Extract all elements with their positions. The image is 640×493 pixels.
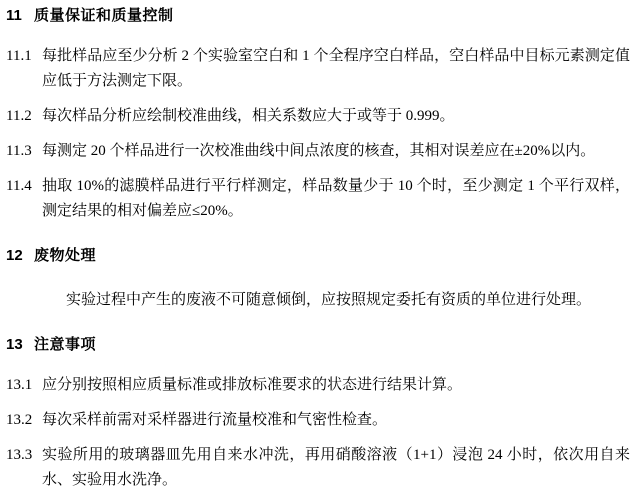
section-heading-11 — [0, 6, 640, 26]
clause-13-3 — [0, 443, 640, 493]
clause-text: 抽取 10%的滤膜样品进行平行样测定，样品数量少于 10 个时，至少测定 1 个平行双样，测定结果的相对偏差应≤20%。 — [42, 178, 630, 219]
clause-number: 11.1 — [6, 48, 32, 64]
section-title: 注意事项 — [34, 336, 97, 353]
clause-11-2 — [0, 104, 640, 129]
clause-text: 应分别按照相应质量标准或排放标准要求的状态进行结果计算。 — [42, 377, 463, 393]
clause-text: 实验所用的玻璃器皿先用自来水冲洗，再用硝酸溶液（1+1）浸泡 24 小时，依次用自来水、实验用水洗净。 — [42, 447, 630, 488]
clause-text: 每次样品分析应绘制校准曲线，相关系数应大于或等于 0.999。 — [42, 108, 455, 124]
clause-number: 11.4 — [6, 178, 32, 194]
section-title: 废物处理 — [34, 247, 97, 264]
section-number: 12 — [6, 247, 23, 264]
spacer — [0, 433, 640, 443]
clause-number: 13.3 — [6, 447, 33, 463]
clause-number: 11.3 — [6, 143, 32, 159]
spacer — [0, 129, 640, 139]
spacer — [0, 355, 640, 373]
section-heading-12 — [0, 246, 640, 266]
section-heading-13 — [0, 335, 640, 355]
spacer — [0, 266, 640, 288]
clause-number: 13.1 — [6, 377, 33, 393]
clause-11-3 — [0, 139, 640, 164]
section-title: 质量保证和质量控制 — [34, 7, 174, 24]
clause-number: 13.2 — [6, 412, 33, 428]
clause-11-1 — [0, 44, 640, 94]
spacer — [0, 224, 640, 246]
section-number: 13 — [6, 336, 23, 353]
clause-text: 每批样品应至少分析 2 个实验室空白和 1 个全程序空白样品，空白样品中目标元素测定值应低于方法测定下限。 — [42, 48, 630, 89]
section-number: 11 — [6, 7, 22, 24]
spacer — [0, 94, 640, 104]
spacer — [0, 398, 640, 408]
clause-text: 每次采样前需对采样器进行流量校准和气密性检查。 — [42, 412, 388, 428]
spacer — [0, 164, 640, 174]
clause-13-1 — [0, 373, 640, 398]
paragraph-12-1: 实验过程中产生的废液不可随意倾倒，应按照规定委托有资质的单位进行处理。 — [66, 292, 592, 308]
spacer — [0, 313, 640, 335]
clause-11-4 — [0, 174, 640, 224]
clause-13-2 — [0, 408, 640, 433]
clause-number: 11.2 — [6, 108, 32, 124]
clause-text: 每测定 20 个样品进行一次校准曲线中间点浓度的核查，其相对误差应在±20%以内。 — [42, 143, 596, 159]
spacer — [0, 26, 640, 44]
